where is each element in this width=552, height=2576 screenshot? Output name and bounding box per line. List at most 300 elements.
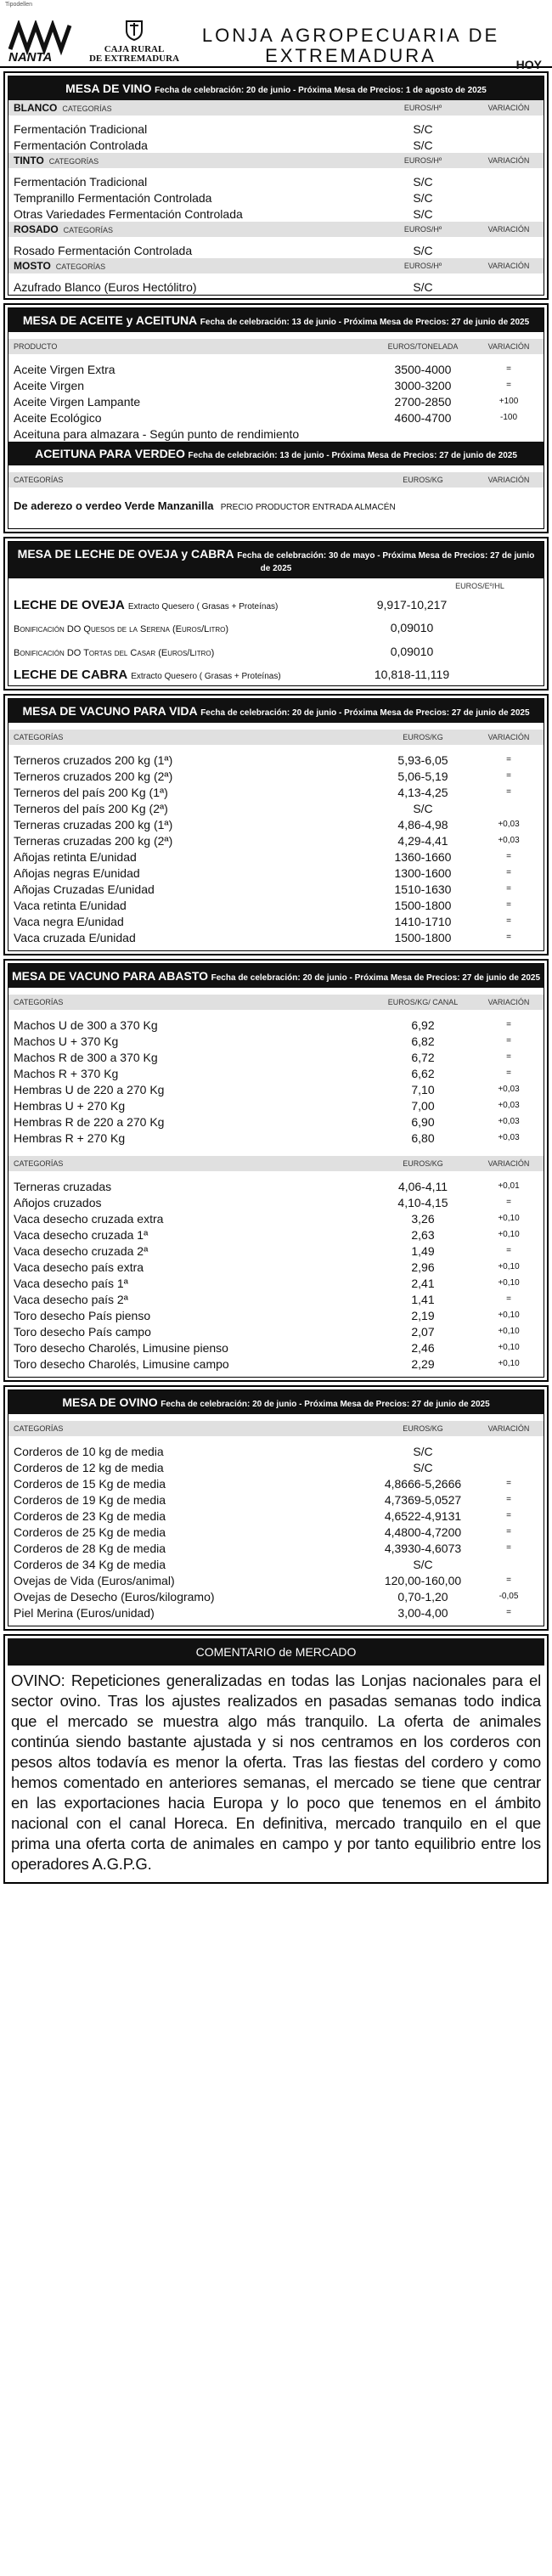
vino-row [8,279,544,295]
vino-group-cat: CATEGORÍAS [55,262,106,271]
vino-group-unit: EUROS/Hº [403,262,442,270]
leche-date: Fecha de celebración: 30 de mayo - Próxima Mesa de Precios: 27 de junio de 2025 [237,551,535,573]
aceite-row [8,377,544,393]
verdeo-date: Fecha de celebración: 13 de junio - Próxima Mesa de Precios: 27 de junio de 2025 [188,451,517,460]
vino-group-header [8,100,544,116]
ovino-date: Fecha de celebración: 20 de junio - Próxima Mesa de Precios: 27 de junio de 2025 [161,1400,490,1409]
row-variation: = [506,1198,511,1207]
leche-row [8,616,544,640]
row-label: Terneras cruzadas 200 kg (1ª) [14,817,173,831]
row-price: 1,41 [411,1292,435,1306]
row-label: Corderos de 25 Kg de media [14,1525,166,1539]
row-price: 4,6522-4,9131 [384,1508,462,1523]
row-label: Toro desecho Charolés, Limusine pienso [14,1340,228,1355]
ovino-row [8,1572,544,1588]
row-price: S/C [413,1557,433,1571]
vino-group-label [14,223,372,235]
leche-row-label [14,621,348,635]
row-variation: +0,01 [498,1181,520,1191]
row-label: Toro desecho País pienso [14,1308,151,1322]
vino-group-name: BLANCO [14,102,58,114]
row-label: Corderos de 15 Kg de media [14,1476,166,1491]
ovino-table-header: CATEGORÍAS EUROS/KG VARIACIÓN [8,1421,544,1436]
vino-row [8,137,544,153]
row-variation: = [506,933,511,942]
row-variation: = [506,868,511,877]
row-price: S/C [413,190,433,205]
caja-line1: CAJA RURAL [104,44,165,54]
vino-group-unit: EUROS/Hº [403,225,442,234]
vino-group-name: ROSADO [14,223,59,235]
leche-row-note: Extracto Quesero ( Grasas + Proteínas) [131,671,281,681]
vacuno-vida-title: MESA DE VACUNO PARA VIDA [22,704,198,718]
row-label: Vaca desecho país extra [14,1260,144,1274]
abasto-row [8,1097,544,1113]
row-variation: = [506,1068,511,1078]
leche-row-label [14,668,348,682]
row-variation: = [506,900,511,910]
row-label: Vaca desecho país 1ª [14,1276,128,1290]
page-title: LONJA AGROPECUARIA DE EXTREMADURA [201,25,500,66]
row-label: Corderos de 34 Kg de media [14,1557,166,1571]
vino-row [8,173,544,189]
row-price: 4,10-4,15 [397,1195,448,1209]
abasto-row [8,1017,544,1033]
row-price: 4,7369-5,0527 [384,1492,462,1507]
row-price: 6,90 [411,1114,435,1129]
vida-row [8,929,544,945]
abasto-row [8,1178,544,1194]
vino-group-label [14,102,372,114]
row-price: S/C [413,206,433,221]
row-price: 1360-1660 [394,849,452,864]
row-label: Machos R de 300 a 370 Kg [14,1050,158,1064]
leche-row-price: 10,818-11,119 [374,668,450,681]
vino-row [8,206,544,222]
row-label: Machos U de 300 a 370 Kg [14,1017,158,1032]
vacuno-vida-table-header: CATEGORÍAS EUROS/KG VARIACIÓN [8,730,544,745]
row-label: Fermentación Tradicional [14,174,148,189]
row-label: Rosado Fermentación Controlada [14,243,193,257]
abasto-row [8,1226,544,1243]
row-price: 6,92 [411,1017,435,1032]
row-price: 3,00-4,00 [397,1605,448,1620]
leche-row-price: 0,09010 [390,621,434,634]
row-price: 7,10 [411,1082,435,1096]
abasto-row [8,1339,544,1356]
vino-group-label [14,260,372,272]
row-variation: = [506,771,511,781]
vino-header [8,76,544,100]
abasto-row [8,1356,544,1372]
row-price: 2,29 [411,1356,435,1371]
ovino-row [8,1540,544,1556]
vacuno-vida-date: Fecha de celebración: 20 de junio - Próxima Mesa de Precios: 27 de junio de 2025 [200,708,530,718]
abasto-row [8,1049,544,1065]
row-price: 4600-4700 [394,410,452,425]
vino-row [8,121,544,137]
row-label: Hembras U + 270 Kg [14,1098,126,1113]
abasto-row [8,1033,544,1049]
row-price: 1500-1800 [394,930,452,944]
ovino-row [8,1604,544,1621]
abasto-table-header-2: CATEGORÍAS EUROS/KG VARIACIÓN [8,1156,544,1171]
row-label: Vaca desecho país 2ª [14,1292,128,1306]
vida-row [8,897,544,913]
row-label: Aceite Virgen Lampante [14,394,141,409]
row-label: Terneros cruzados 200 kg (2ª) [14,769,173,783]
leche-row-name: LECHE DE CABRA [14,667,128,682]
row-label: Fermentación Controlada [14,138,148,152]
row-variation: +0,03 [498,1133,520,1142]
vino-group-cat: CATEGORÍAS [62,104,112,113]
row-label: Terneros cruzados 200 kg (1ª) [14,753,173,767]
row-variation: +0,03 [498,836,520,845]
leche-row-price: 0,09010 [390,645,434,658]
row-price: 7,00 [411,1098,435,1113]
abasto-table-header-1: CATEGORÍAS EUROS/KG/ CANAL VARIACIÓN [8,995,544,1010]
row-label: Corderos de 23 Kg de media [14,1508,166,1523]
aceite-row [8,409,544,426]
row-variation: +0,03 [498,820,520,829]
ovino-panel [3,1385,549,1631]
row-label: Aceituna para almazara - Según punto de rendimiento [14,426,300,441]
row-price: 120,00-160,00 [384,1573,462,1587]
ovino-row [8,1459,544,1475]
row-variation: = [506,852,511,861]
row-variation: = [506,1608,511,1617]
row-variation: +0,10 [498,1343,520,1352]
row-label: Corderos de 10 kg de media [14,1444,164,1458]
row-label: Tempranillo Fermentación Controlada [14,190,212,205]
row-variation: = [506,1246,511,1255]
vino-groups [8,100,544,295]
abasto-row [8,1113,544,1130]
vida-row [8,768,544,784]
row-price: 4,06-4,11 [397,1179,448,1193]
row-variation: +0,10 [498,1359,520,1368]
vino-row [8,242,544,258]
vida-row [8,752,544,768]
vino-group-unit: EUROS/Hº [403,156,442,165]
abasto-row [8,1259,544,1275]
aceite-header [8,308,544,332]
row-variation: = [506,755,511,764]
row-label: Otras Variedades Fermentación Controlada [14,206,243,221]
abasto-rows-2 [8,1178,544,1372]
row-label: Vaca cruzada E/unidad [14,930,136,944]
row-label: Ovejas de Vida (Euros/animal) [14,1573,175,1587]
vida-row [8,832,544,848]
row-price: 1300-1600 [394,865,452,880]
ovino-row [8,1508,544,1524]
row-variation: = [506,1479,511,1488]
verdeo-header [8,442,544,465]
vino-title: MESA DE VINO [65,82,152,95]
vino-row [8,189,544,206]
row-variation: = [506,1511,511,1520]
caja-line2: DE EXTREMADURA [88,54,180,64]
ovino-row [8,1475,544,1491]
aceite-row [8,361,544,377]
row-variation: +0,10 [498,1278,520,1288]
row-label: Terneros del país 200 Kg (2ª) [14,801,168,815]
row-price: 1,49 [411,1243,435,1258]
row-price: 3500-4000 [394,362,452,376]
vino-group-var: VARIACIÓN [487,104,530,112]
row-variation: +0,03 [498,1085,520,1094]
row-variation: = [506,1036,511,1046]
nanta-logo [7,20,78,63]
row-price: 2,46 [411,1340,435,1355]
row-price: S/C [413,174,433,189]
row-variation: = [506,916,511,926]
leche-table-header: EUROS/Eº/HL [8,578,544,594]
vino-group-cat: CATEGORÍAS [63,226,114,234]
abasto-row [8,1130,544,1146]
vida-row [8,848,544,865]
row-label: Vaca desecho cruzada extra [14,1211,164,1226]
vino-group-cat: CATEGORÍAS [48,157,99,166]
vino-group-header [8,222,544,237]
vacuno-abasto-title: MESA DE VACUNO PARA ABASTO [12,969,209,983]
row-label: Ovejas de Desecho (Euros/kilogramo) [14,1589,215,1604]
row-label: Machos U + 370 Kg [14,1034,119,1048]
row-variation: = [506,1575,511,1585]
row-variation: = [506,1543,511,1553]
row-price: S/C [413,1460,433,1474]
ovino-title: MESA DE OVINO [62,1395,158,1409]
row-price: 4,8666-5,2666 [384,1476,462,1491]
vacuno-vida-header [8,699,544,723]
row-variation: = [506,1527,511,1536]
aceite-date: Fecha de celebración: 13 de junio - Próxima Mesa de Precios: 27 de junio de 2025 [200,318,530,327]
abasto-row [8,1081,544,1097]
leche-row-price: 9,917-10,217 [376,598,448,612]
row-price: 2,96 [411,1260,435,1274]
vacuno-vida-rows [8,752,544,945]
row-label: Añojas Cruzadas E/unidad [14,882,155,896]
row-price: 1510-1630 [394,882,452,896]
svg-text:NANTA: NANTA [8,50,53,63]
verdeo-title: ACEITUNA PARA VERDEO [35,447,185,460]
top-note: Tipodellen [5,2,33,8]
row-variation: +0,10 [498,1230,520,1239]
vino-group-name: MOSTO [14,260,51,272]
row-price: 2,63 [411,1227,435,1242]
leche-row-name: Bonificación DO Quesos de la Serena (Euros/Litro) [14,623,229,634]
leche-header [8,542,544,578]
row-variation: = [506,380,511,390]
row-label: Vaca retinta E/unidad [14,898,127,912]
aceite-row [8,393,544,409]
row-label: Corderos de 19 Kg de media [14,1492,166,1507]
vino-group-unit: EUROS/Hº [403,104,442,112]
row-variation: +0,03 [498,1101,520,1110]
comentario-panel [3,1634,549,1884]
row-label: Hembras R de 220 a 270 Kg [14,1114,165,1129]
vino-group-var: VARIACIÓN [487,262,530,270]
abasto-row [8,1065,544,1081]
row-label: Vaca desecho cruzada 1ª [14,1227,149,1242]
caja-rural-logo [83,19,185,65]
row-label: Añojos cruzados [14,1195,102,1209]
ovino-row [8,1443,544,1459]
vino-group-name: TINTO [14,155,44,166]
row-label: Aceite Ecológico [14,410,102,425]
abasto-row [8,1243,544,1259]
row-label: Aceite Virgen [14,378,85,392]
aceite-panel [3,303,549,533]
leche-row-note: Extracto Quesero ( Grasas + Proteínas) [127,601,279,612]
vida-row [8,881,544,897]
row-price: 3000-3200 [394,378,452,392]
row-price: 4,4800-4,7200 [384,1525,462,1539]
vida-row [8,913,544,929]
row-price: 5,93-6,05 [397,753,448,767]
row-label: Toro desecho Charolés, Limusine campo [14,1356,229,1371]
leche-row-label [14,598,348,612]
row-label: Azufrado Blanco (Euros Hectólitro) [14,279,197,294]
aceite-row [8,426,544,442]
row-label: Terneras cruzadas 200 kg (2ª) [14,833,173,848]
vino-group-var: VARIACIÓN [487,156,530,165]
row-label: Aceite Virgen Extra [14,362,115,376]
row-price: S/C [413,801,433,815]
abasto-row [8,1194,544,1210]
row-price: 2,41 [411,1276,435,1290]
vino-group-header [8,258,544,273]
row-price: 0,70-1,20 [397,1589,448,1604]
row-variation: = [506,1495,511,1504]
masthead [0,8,552,71]
vida-row [8,816,544,832]
abasto-row [8,1291,544,1307]
aceite-title: MESA DE ACEITE y ACEITUNA [22,313,198,327]
leche-row [8,594,544,616]
row-variation: = [506,1052,511,1062]
row-price: 2,07 [411,1324,435,1339]
row-label: Corderos de 12 kg de media [14,1460,164,1474]
vida-row [8,800,544,816]
row-label: Terneros del país 200 Kg (1ª) [14,785,168,799]
vino-panel [3,71,549,300]
leche-row-name: Bonificación DO Tortas del Casar (Euros/Litro) [14,647,215,658]
row-variation: +0,10 [498,1214,520,1223]
row-label: Añojas retinta E/unidad [14,849,137,864]
row-price: 2700-2850 [394,394,452,409]
row-label: Terneras cruzadas [14,1179,112,1193]
row-price: 6,82 [411,1034,435,1048]
abasto-row [8,1307,544,1323]
ovino-row [8,1524,544,1540]
row-variation: = [506,884,511,893]
row-price: 1410-1710 [394,914,452,928]
ovino-row [8,1588,544,1604]
abasto-row [8,1323,544,1339]
row-variation: = [506,787,511,797]
leche-row-label [14,645,348,659]
row-variation: +0,10 [498,1327,520,1336]
row-variation: +0,10 [498,1262,520,1271]
row-variation: +100 [498,397,519,406]
row-label: Piel Merina (Euros/unidad) [14,1605,155,1620]
row-variation: = [506,1020,511,1029]
row-label: Hembras U de 220 a 270 Kg [14,1082,165,1096]
vacuno-abasto-date: Fecha de celebración: 20 de junio - Próxima Mesa de Precios: 27 de junio de 2025 [211,973,541,983]
leche-row-name: LECHE DE OVEJA [14,597,125,612]
comentario-title: COMENTARIO de MERCADO [8,1638,544,1666]
abasto-rows-1 [8,1017,544,1146]
row-price: 4,13-4,25 [397,785,448,799]
row-price: S/C [413,138,433,152]
row-label: Vaca desecho cruzada 2ª [14,1243,149,1258]
row-price: 6,62 [411,1066,435,1080]
vino-group-var: VARIACIÓN [487,225,530,234]
row-price: 1500-1800 [394,898,452,912]
comentario-text: OVINO: Repeticiones generalizadas en todas las Lonjas nacionales para el sector ovino. Tras los ajustes realizados en pasadas semanas todo indica que el mercado se muestra algo más tranquilo. La oferta de animales continúa siendo bastante ajustada y si nos centramos en los corderos con pesos altos todavía es menor la oferta. Tras las fiestas del cordero y como hemos comentado en anteriores semanas, el mercado se tiene que centrar en las exportaciones hacia Europa y lo poco que tenemos en el ámbito nacional con el canal Horeca. En definitiva, mercado tranquilo en el que prima una oferta corta de animales en campo y por tanto equilibrio entre los operadores A.G.P.G. [11,1671,541,1873]
aceite-rows [8,361,544,442]
row-variation: -0,05 [498,1592,519,1601]
row-label: Fermentación Tradicional [14,121,148,136]
row-variation: -100 [499,413,517,422]
ovino-rows [8,1443,544,1621]
row-price: 6,72 [411,1050,435,1064]
verdeo-table-header: CATEGORÍAS EUROS/KG VARIACIÓN [8,472,544,488]
vida-row [8,865,544,881]
row-label: Toro desecho País campo [14,1324,151,1339]
row-price: 4,86-4,98 [397,817,448,831]
row-price: S/C [413,279,433,294]
newspaper-name: HOY [515,58,542,71]
vida-row [8,784,544,800]
row-price: 5,06-5,19 [397,769,448,783]
ovino-header [8,1390,544,1414]
leche-row [8,663,544,685]
row-price: 2,19 [411,1308,435,1322]
row-label: Machos R + 370 Kg [14,1066,119,1080]
row-label: Añojas negras E/unidad [14,865,140,880]
row-label: Hembras R + 270 Kg [14,1130,126,1145]
vacuno-abasto-header [8,964,544,988]
row-price: S/C [413,1444,433,1458]
row-label: Corderos de 28 Kg de media [14,1541,166,1555]
leche-row [8,640,544,663]
crest-icon [123,19,145,41]
vacuno-abasto-panel [3,959,549,1382]
row-price: 6,80 [411,1130,435,1145]
row-price: S/C [413,121,433,136]
abasto-row [8,1210,544,1226]
vino-date: Fecha de celebración: 20 de junio - Próxima Mesa de Precios: 1 de agosto de 2025 [155,86,487,95]
row-price: S/C [413,243,433,257]
leche-rows [8,594,544,685]
aceite-table-header: PRODUCTO EUROS/TONELADA VARIACIÓN [8,339,544,354]
row-price: 4,29-4,41 [397,833,448,848]
leche-title: MESA DE LECHE DE OVEJA y CABRA [17,547,234,561]
row-variation: = [506,1294,511,1304]
row-variation: +0,03 [498,1117,520,1126]
row-variation: = [506,364,511,374]
leche-panel [3,537,549,691]
abasto-row [8,1275,544,1291]
row-price: 4,3930-4,6073 [384,1541,462,1555]
vacuno-vida-panel [3,694,549,955]
verdeo-row: De aderezo o verdeo Verde Manzanilla PRECIO PRODUCTOR ENTRADA ALMACÉN [14,499,396,512]
vino-group-header [8,153,544,168]
row-label: Vaca negra E/unidad [14,914,124,928]
vino-group-label [14,155,372,166]
